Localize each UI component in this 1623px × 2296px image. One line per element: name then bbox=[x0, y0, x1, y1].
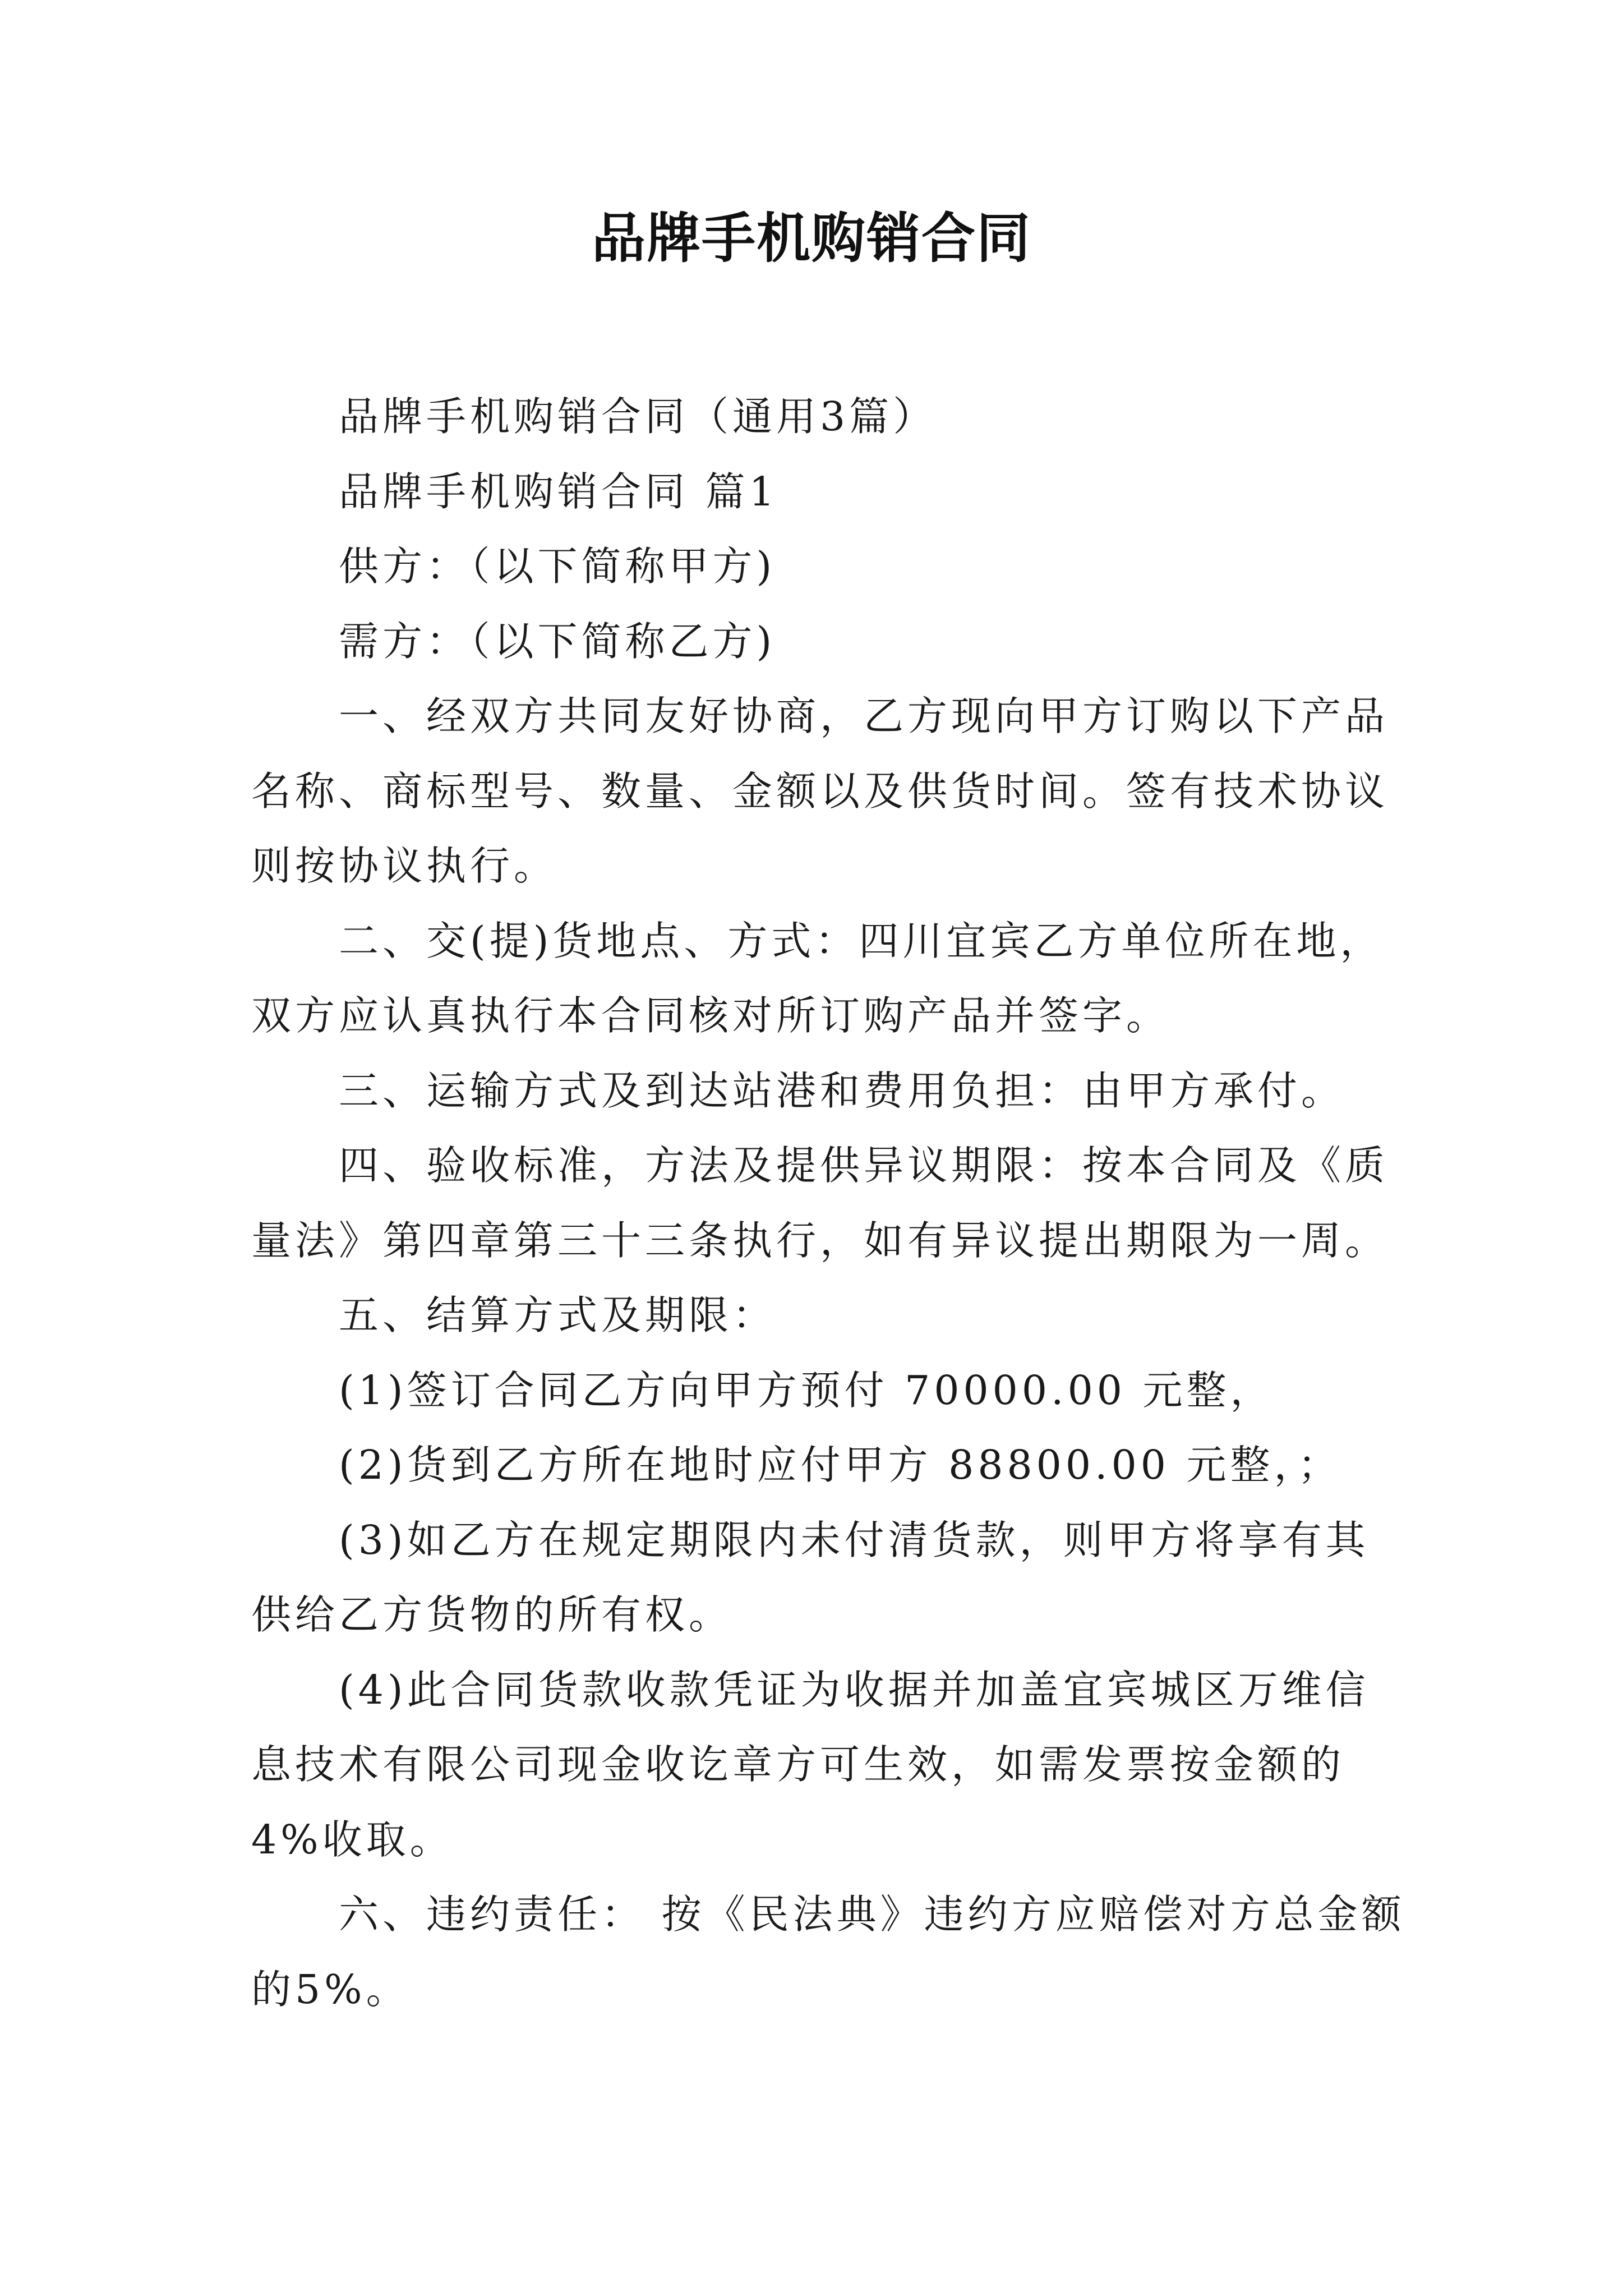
paragraph-heading: 品牌手机购销合同（通用3篇） bbox=[339, 393, 937, 440]
paragraph-clause-5-item-4: (4)此合同货款收款凭证为收据并加盖宜宾城区万维信息技术有限公司现金收讫章方可生效，如需发票按金额的4%收取。 bbox=[251, 1666, 1370, 1863]
paragraph-clause-1: 一、经双方共同友好协商，乙方现向甲方订购以下产品名称、商标型号、数量、金额以及供货时间。签有技术协议则按协议执行。 bbox=[251, 693, 1389, 889]
paragraph-clause-4: 四、验收标准，方法及提供异议期限：按本合同及《质量法》第四章第三十三条执行，如有异议提出期限为一周。 bbox=[251, 1142, 1389, 1264]
document-title: 品牌手机购销合同 bbox=[592, 206, 1031, 270]
paragraph-clause-3: 三、运输方式及到达站港和费用负担：由甲方承付。 bbox=[339, 1067, 1345, 1114]
paragraph-clause-5-item-2: (2)货到乙方所在地时应付甲方 88800.00 元整，； bbox=[339, 1442, 1341, 1488]
paragraph-clause-5: 五、结算方式及期限： bbox=[339, 1292, 777, 1338]
document-body bbox=[251, 379, 1407, 2027]
paragraph-clause-6: 六、违约责任： 按《民法典》违约方应赔偿对方总金额的5%。 bbox=[251, 1891, 1405, 2013]
paragraph-supplier: 供方：（以下简称甲方) bbox=[339, 543, 776, 590]
paragraph-buyer: 需方：（以下简称乙方) bbox=[339, 618, 776, 665]
paragraph-clause-5-item-3: (3)如乙方在规定期限内未付清货款，则甲方将享有其供给乙方货物的所有权。 bbox=[251, 1516, 1370, 1638]
paragraph-clause-2: 二、交(提)货地点、方式：四川宜宾乙方单位所在地，双方应认真执行本合同核对所订购产品并签字。 bbox=[251, 917, 1384, 1039]
paragraph-clause-5-item-1: (1)签订合同乙方向甲方预付 70000.00 元整， bbox=[339, 1366, 1274, 1414]
paragraph-section-title: 品牌手机购销合同 篇1 bbox=[339, 468, 778, 515]
